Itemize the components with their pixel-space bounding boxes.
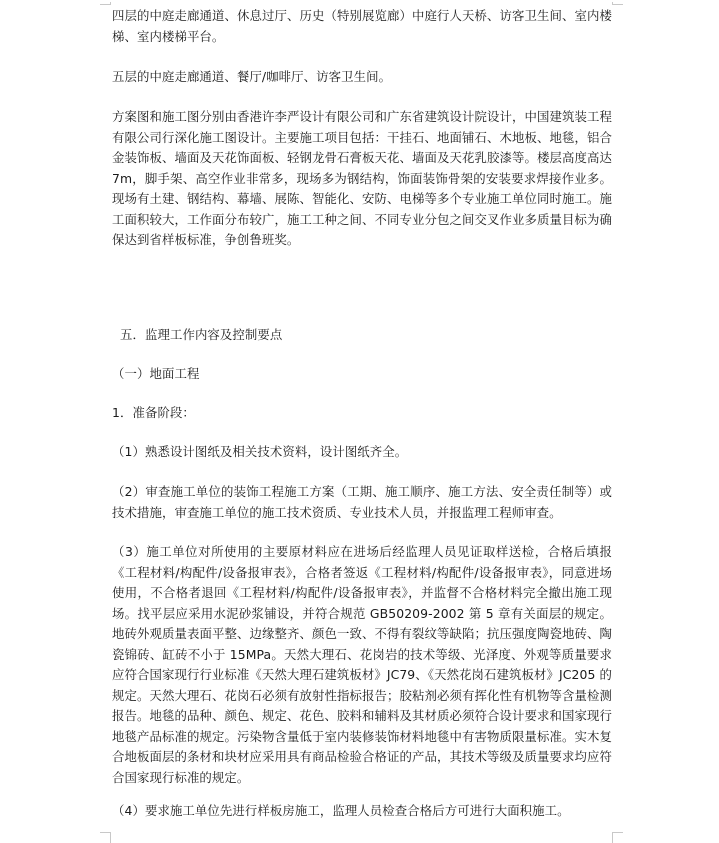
list-item: （3）施工单位对所使用的主要原材料应在进场后经监理人员见证取样送检，合格后填报《工程材料/构配件/设备报审表》，合格者签返《工程材料/构配件/设备报审表》，同意进场使用，不合格者退回《工程材料/构配件/设备报审表》，并监督不合格材料完全撤出施工现场。找平层应采用水泥砂浆铺设，并符合规范 GB50209-2002 第 5 章有关面层的规定。地砖外观质量表面平整、边缘整齐、颜色一致、不得有裂纹等缺陷；抗压强度陶瓷地砖、陶瓷锦砖、缸砖不小于 15MPa。天然大理石、花岗岩的技术等级、光泽度、外观等质量要求应符合国家现行行业标准《天然大理石建筑板材》JC79、《天然花岗石建筑板材》JC205 的规定。天然大理石、花岗石必须有放射性指标报告；胶粘剂必须有挥化性有机物等含量检测报告。地毯的品种、颜色、规定、花色、胶料和辅料及其材质必须符合设计要求和国家现行地毯产品标准的规定。污染物含量低于室内装修装饰材料地毯中有害物质限量标准。实木复合地板面层的条材和块材应采用具有商品检验合格证的产品，其技术等级及质量要求均应符合国家现行标准的规定。	[112, 544, 612, 785]
subsection-heading: （一）地面工程	[112, 366, 200, 381]
stage-heading: 1．准备阶段：	[112, 405, 195, 420]
list-item: （1）熟悉设计图纸及相关技术资料，设计图纸齐全。	[112, 444, 408, 459]
paragraph-project-overview: 方案图和施工图分别由香港许李严设计有限公司和广东省建筑设计院设计，中国建筑装工程有限公司行深化施工图设计。主要施工项目包括：干挂石、地面铺石、木地板、地毯，铝合金装饰板、墙面及天花饰面板、轻钢龙骨石膏板天花、墙面及天花乳胶漆等。楼层高度高达7m，脚手架、高空作业非常多，现场多为钢结构，饰面装饰骨架的安装要求焊接作业多。现场有土建、钢结构、幕墙、展陈、智能化、安防、电梯等多个专业施工单位同时施工。施工面积较大，工作面分布较广，施工工种之间、不同专业分包之间交叉作业多质量目标为确保达到省样板标准，争创鲁班奖。	[112, 109, 612, 247]
page-corner-mark	[612, 2, 623, 5]
section-heading: 五．监理工作内容及控制要点	[120, 327, 283, 342]
page-corner-mark	[612, 832, 623, 843]
list-item: （4）要求施工单位先进行样板房施工，监理人员检查合格后方可进行大面积施工。	[112, 803, 570, 818]
paragraph-floor-four: 四层的中庭走廊通道、休息过厅、历史（特别展览廊）中庭行人天桥、访客卫生间、室内楼梯、室内楼梯平台。	[112, 8, 612, 44]
page-corner-mark	[100, 832, 111, 843]
page-corner-mark	[100, 2, 111, 5]
list-item: （2）审查施工单位的装饰工程施工方案（工期、施工顺序、施工方法、安全责任制等）或技术措施，审查施工单位的施工技术资质、专业技术人员，并报监理工程师审查。	[112, 484, 612, 520]
paragraph-floor-five: 五层的中庭走廊通道、餐厅/咖啡厅、访客卫生间。	[112, 69, 392, 84]
